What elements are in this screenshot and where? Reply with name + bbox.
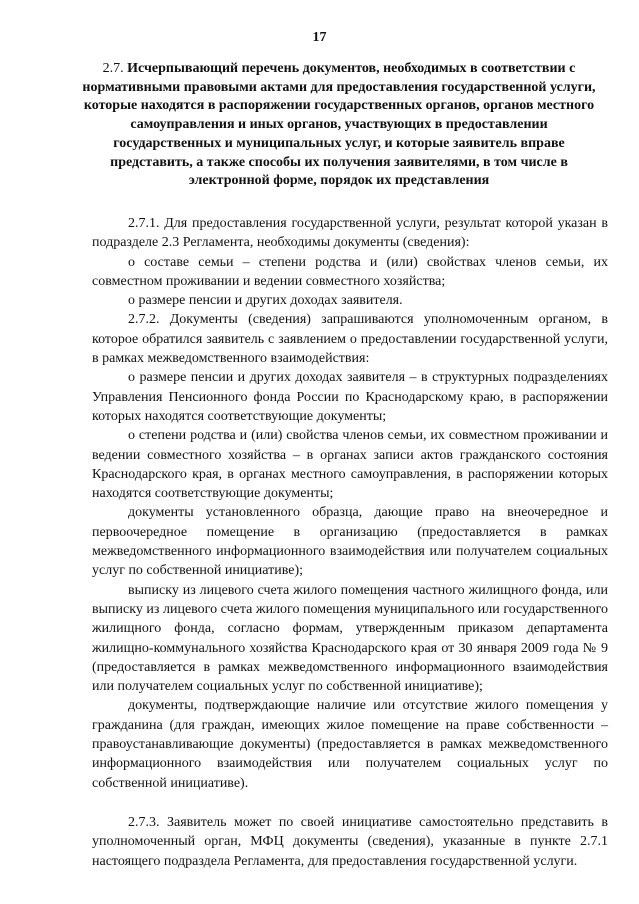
document-body	[92, 214, 608, 871]
paragraph-family-composition: о составе семьи – степени родства и (или) свойствах членов семьи, их совместном проживании и ведении совместного хозяйства;	[92, 254, 608, 289]
paragraph-account-extract: выписку из лицевого счета жилого помещения частного жилищного фонда, или выписку из лицевого счета жилого помещения муниципального или государственного жилищного фонда, согласно формам, утвержденным приказом департамента жилищно-коммунального хозяйства Краснодарского края от 30 января 2009 года № 9 (предоставляется в рамках межведомственного информационного взаимодействия или получателем социальных услуг по собственной инициативе);	[92, 582, 608, 695]
paragraph-civil-registry: о степени родства и (или) свойства членов семьи, их совместном проживании и ведении совместного хозяйства – в органах записи актов гражданского состояния Краснодарского края, в органах местного самоуправления, в распоряжении которых находятся соответствующие документы;	[92, 428, 608, 502]
section-heading	[78, 60, 600, 191]
paragraph-pension-fund: о размере пенсии и других доходах заявителя – в структурных подразделениях Управления Пенсионного фонда России по Краснодарскому краю, в распоряжении которых находятся соответствующие документы;	[92, 370, 608, 424]
paragraph-pension-income: о размере пенсии и других доходах заявителя.	[128, 293, 403, 309]
section-number: 2.7.	[102, 61, 124, 76]
paragraph-priority-documents: документы установленного образца, дающие право на внеочередное и первоочередное помещение в организацию (предоставляется в рамках межведомственного информационного взаимодействия или получателем социальных услуг по собственной инициативе);	[92, 505, 608, 579]
paragraph-housing-documents: документы, подтверждающие наличие или отсутствие жилого помещения у гражданина (для граждан, имеющих жилое помещение на праве собственности – правоустанавливающие документы) (предоставляется в рамках межведомственного информационного взаимодействия или получателем социальных услуг по собственной инициативе).	[92, 698, 608, 791]
paragraph-2-7-1: 2.7.1. Для предоставления государственной услуги, результат которой указан в подразделе 2.3 Регламента, необходимы документы (сведения):	[92, 216, 608, 251]
section-title: Исчерпывающий перечень документов, необходимых в соответствии с нормативными правовыми актами для предоставления государственной услуги, которые находятся в распоряжении государственных органов, органов местного самоуправления и иных органов, участвующих в предоставлении государственных и муниципальных услуг, и которые заявитель вправе представить, а также способы их получения заявителями, в том числе в электронной форме, порядок их представления	[82, 61, 596, 189]
page-number: 17	[312, 30, 327, 45]
paragraph-2-7-2: 2.7.2. Документы (сведения) запрашиваются уполномоченным органом, в которое обратился заявитель с заявлением о предоставлении государственной услуги, в рамках межведомственного взаимодействия:	[92, 312, 608, 367]
paragraph-2-7-3: 2.7.3. Заявитель может по своей инициативе самостоятельно представить в уполномоченный орган, МФЦ документы (сведения), указанные в пункте 2.7.1 настоящего подраздела Регламента, для предоставления государственной услуги.	[92, 814, 608, 869]
